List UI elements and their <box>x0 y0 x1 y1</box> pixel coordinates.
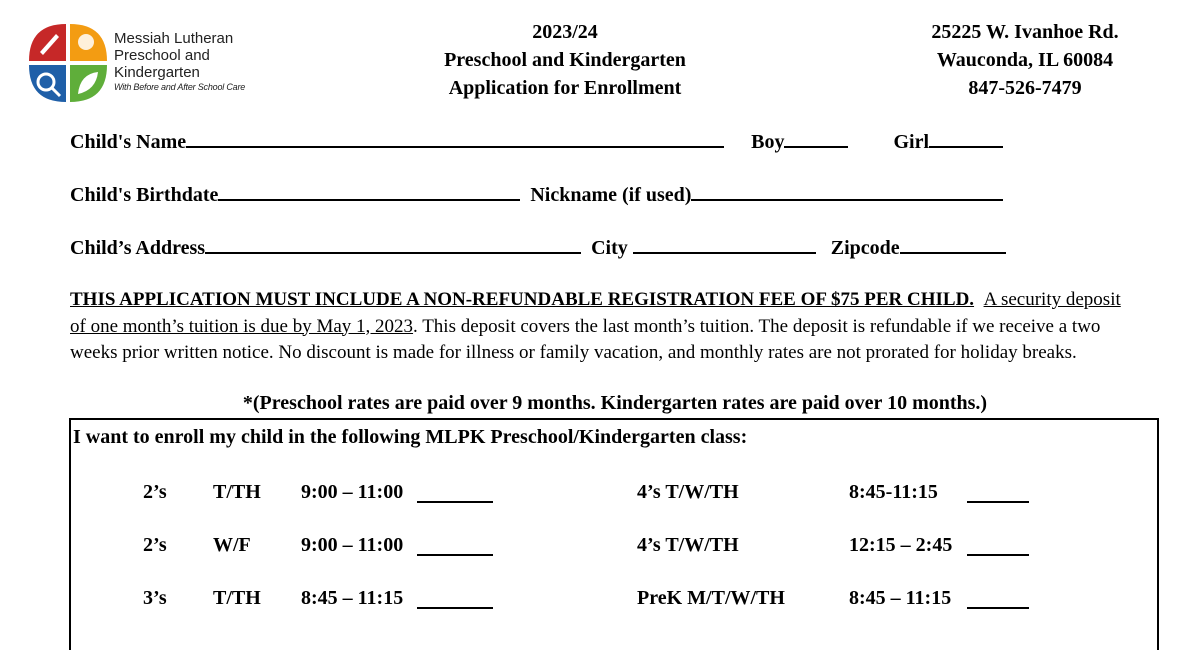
class-time: 8:45 – 11:15 <box>849 587 952 609</box>
logo-text <box>114 30 245 92</box>
class-time: 12:15 – 2:45 <box>849 534 953 556</box>
rates-note: *(Preschool rates are paid over 9 months. Kindergarten rates are paid over 10 months.) <box>242 392 988 414</box>
zipcode-field[interactable] <box>900 234 1006 254</box>
class-name: 4’s T/W/TH <box>637 534 739 556</box>
class-select-blank[interactable] <box>967 589 1029 609</box>
phone-number: 847-526-7479 <box>968 77 1082 99</box>
city-field[interactable] <box>633 234 816 254</box>
class-name: 4’s T/W/TH <box>637 481 739 503</box>
child-name-label: Child's Name <box>70 131 187 153</box>
logo-line: Preschool and <box>114 47 210 64</box>
nickname-label: Nickname (if used) <box>530 184 692 206</box>
class-time: 8:45 – 11:15 <box>301 587 404 609</box>
city-label: City <box>591 237 628 259</box>
nickname-field[interactable] <box>691 181 1003 201</box>
class-selection-box <box>69 418 1159 650</box>
girl-field[interactable] <box>929 128 1003 148</box>
class-days: T/TH <box>213 587 261 609</box>
class-selection-title: I want to enroll my child in the following MLPK Preschool/Kindergarten class: <box>73 426 748 448</box>
program-name: Preschool and Kindergarten <box>444 49 686 71</box>
class-select-blank[interactable] <box>417 483 493 503</box>
birthdate-field[interactable] <box>218 181 520 201</box>
security-deposit-notice: A security deposit of one month’s tuition is due by May 1, 2023 <box>70 289 1121 337</box>
class-name: PreK M/T/W/TH <box>637 587 785 609</box>
child-name-field[interactable] <box>186 128 724 148</box>
name-row <box>70 128 1003 154</box>
birthdate-row <box>70 181 1003 207</box>
policy-body: . This deposit covers the last month’s tuition. The deposit is refundable if we receive a two weeks prior written notice. No discount is made for illness or family vacation, and monthly rates are not prorated for holiday breaks. <box>70 315 1101 363</box>
logo-line: Kindergarten <box>114 64 200 81</box>
class-select-blank[interactable] <box>967 483 1029 503</box>
class-time: 8:45-11:15 <box>849 481 938 503</box>
class-select-blank[interactable] <box>417 536 493 556</box>
school-logo <box>26 22 256 104</box>
class-age: 2’s <box>143 534 167 556</box>
girl-label: Girl <box>893 131 930 153</box>
zipcode-label: Zipcode <box>830 237 900 259</box>
boy-field[interactable] <box>784 128 848 148</box>
form-name: Application for Enrollment <box>448 77 682 99</box>
class-time: 9:00 – 11:00 <box>301 481 404 503</box>
logo-tagline: With Before and After School Care <box>114 82 246 92</box>
fee-policy-paragraph <box>70 287 1140 367</box>
registration-fee-notice: THIS APPLICATION MUST INCLUDE A NON-REFUNDABLE REGISTRATION FEE OF $75 PER CHILD. <box>70 289 975 310</box>
class-age: 3’s <box>143 587 167 609</box>
address-label: Child’s Address <box>70 237 206 259</box>
class-days: W/F <box>213 534 251 556</box>
street-address: 25225 W. Ivanhoe Rd. <box>931 21 1119 43</box>
class-days: T/TH <box>213 481 261 503</box>
address-field[interactable] <box>205 234 581 254</box>
form-title <box>380 18 750 102</box>
school-address <box>880 18 1170 102</box>
boy-label: Boy <box>751 131 785 153</box>
class-select-blank[interactable] <box>967 536 1029 556</box>
birthdate-label: Child's Birthdate <box>70 184 219 206</box>
address-row <box>70 234 1006 260</box>
class-select-blank[interactable] <box>417 589 493 609</box>
school-year: 2023/24 <box>532 21 598 43</box>
class-time: 9:00 – 11:00 <box>301 534 404 556</box>
logo-line: Messiah Lutheran <box>114 30 234 47</box>
logo-quadrants-icon <box>26 22 112 104</box>
city-state-zip: Wauconda, IL 60084 <box>936 49 1114 71</box>
class-age: 2’s <box>143 481 167 503</box>
